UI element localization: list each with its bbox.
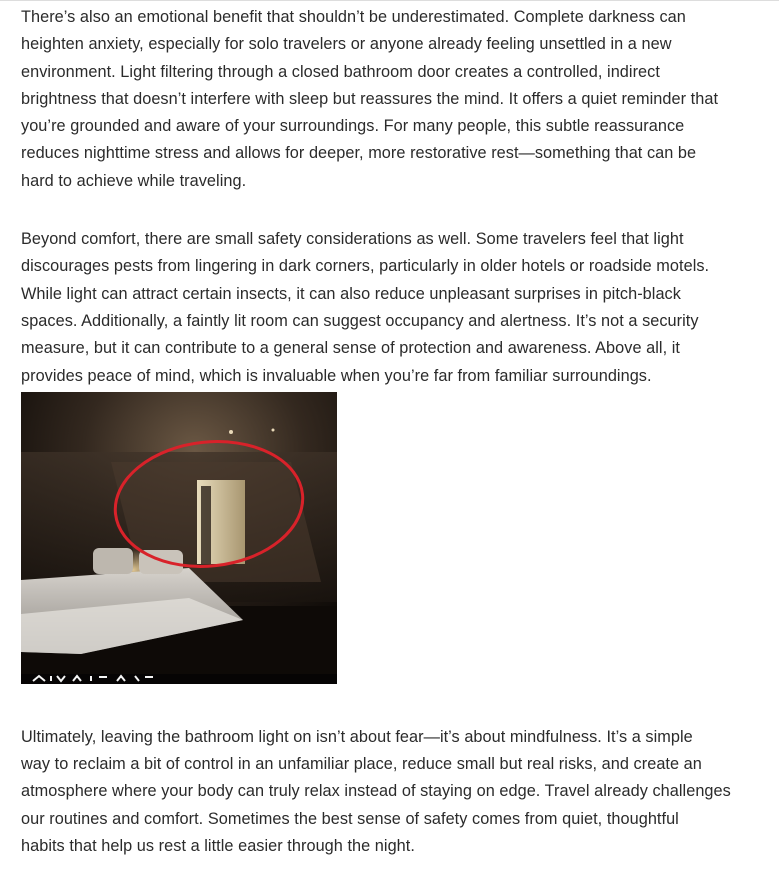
pillow-left xyxy=(93,548,133,574)
hotel-room-illustration xyxy=(21,392,337,684)
ceiling-downlight xyxy=(229,430,233,434)
article-paragraph: Beyond comfort, there are small safety considerations as well. Some travelers feel that light discourages pests from lingering in dark corners, particularly in older hotels or roadside motels. While light can attract certain insects, it can also reduce unpleasant surprises in pitch-black spaces. Additionally, a faintly lit room can suggest occupancy and alertness. It’s not a security measure, but it can contribute to a general sense of protection and awareness. Above all, it provides peace of mind, which is invaluable when you’re far from familiar surroundings. xyxy=(21,230,710,385)
ceiling-downlight xyxy=(272,428,275,431)
hotel-room-image xyxy=(21,392,337,684)
article-paragraph: There’s also an emotional benefit that shouldn’t be underestimated. Complete darkness can heighten anxiety, especially for solo travelers or anyone already feeling unsettled in a new environment. Light filtering through a closed bathroom door creates a controlled, indirect brightness that doesn’t interfere with sleep but reassures the mind. It offers a quiet reminder that you’re grounded and aware of your surroundings. For many people, this subtle reassurance reduces nighttime stress and allows for deeper, more restorative rest—something that can be hard to achieve while traveling. xyxy=(21,8,719,190)
article-body xyxy=(21,4,761,860)
article-paragraph: Ultimately, leaving the bathroom light on isn’t about fear—it’s about mindfulness. It’s a simple way to reclaim a bit of control in an unfamiliar place, reduce small but real risks, and create an atmosphere where your body can truly relax instead of staying on edge. Travel already challenges our routines and comfort. Sometimes the best sense of safety comes from quiet, thoughtful habits that help us rest a little easier through the night. xyxy=(21,727,731,856)
caption-strip xyxy=(21,674,337,684)
top-divider xyxy=(0,0,779,1)
door-frame-shadow xyxy=(201,486,211,564)
